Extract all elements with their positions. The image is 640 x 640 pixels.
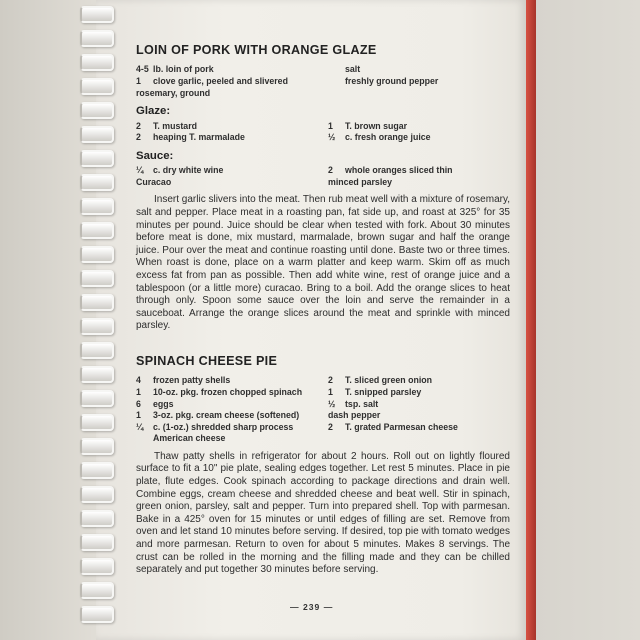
binding-ring <box>80 486 114 503</box>
binding-ring <box>80 582 114 599</box>
ingredient-item <box>328 177 510 189</box>
binding-ring <box>80 366 114 383</box>
page-number: — 239 — <box>290 602 334 612</box>
binding-ring <box>80 126 114 143</box>
binding-ring <box>80 78 114 95</box>
ingredient-item <box>136 399 318 411</box>
ingredient-qty: 2 <box>136 120 141 131</box>
binding-ring <box>80 342 114 359</box>
ingredient-item <box>136 433 318 445</box>
ingredient-text: American cheese <box>153 433 226 444</box>
binding-ring <box>80 6 114 23</box>
ingredient-qty: 2 <box>136 132 141 143</box>
ingredient-qty: 1 <box>328 120 333 131</box>
binding-ring <box>80 510 114 527</box>
ingredient-qty: 2 <box>328 165 333 176</box>
binding-ring <box>80 390 114 407</box>
section-heading: Sauce: <box>136 149 174 162</box>
ingredient-text: rosemary, ground <box>136 87 211 98</box>
ingredient-list <box>136 165 510 188</box>
ingredient-qty: 4 <box>136 375 141 386</box>
binding-ring <box>80 294 114 311</box>
ingredient-item <box>136 121 318 133</box>
binding-ring <box>80 318 114 335</box>
ingredient-item <box>136 132 318 144</box>
ingredient-item <box>136 76 318 88</box>
ingredient-qty: 6 <box>136 398 141 409</box>
ingredient-qty: ½ <box>328 398 336 409</box>
ingredient-text: salt <box>345 64 361 75</box>
ingredient-text: T. mustard <box>153 120 197 131</box>
ingredient-qty: ¼ <box>136 421 144 432</box>
ingredient-item <box>328 64 510 76</box>
ingredient-qty: 1 <box>328 386 333 397</box>
ingredient-text: T. sliced green onion <box>345 375 433 386</box>
ingredient-text: whole oranges sliced thin <box>345 165 453 176</box>
ingredient-text: eggs <box>153 398 174 409</box>
ingredient-item <box>328 387 510 399</box>
ingredient-text: heaping T. marmalade <box>153 132 245 143</box>
ingredient-qty <box>328 64 345 76</box>
ingredient-item <box>136 387 318 399</box>
ingredient-qty: ¼ <box>136 165 144 176</box>
ingredient-qty: 1 <box>136 76 141 86</box>
binding-ring <box>80 222 114 239</box>
ingredient-item <box>136 410 318 422</box>
binding-ring <box>80 30 114 47</box>
ingredient-text: 3-oz. pkg. cream cheese (softened) <box>153 410 300 421</box>
ingredient-list <box>136 375 510 445</box>
page-text <box>112 44 510 577</box>
binding-ring <box>80 414 114 431</box>
ingredient-text: tsp. salt <box>345 398 379 409</box>
ingredient-text: minced parsley <box>328 176 393 187</box>
ingredient-item <box>136 88 318 100</box>
ingredient-item <box>328 433 510 445</box>
ingredient-item <box>328 399 510 411</box>
ingredient-text: T. snipped parsley <box>345 386 422 397</box>
binding-ring <box>80 102 114 119</box>
binding-ring <box>80 174 114 191</box>
ingredient-item <box>328 375 510 387</box>
ingredient-qty: 1 <box>136 386 141 397</box>
ingredient-qty: 2 <box>328 375 333 386</box>
ingredient-text: frozen patty shells <box>153 375 231 386</box>
ingredient-text: clove garlic, peeled and slivered <box>153 76 288 86</box>
binding-ring <box>80 54 114 71</box>
ingredient-item <box>328 132 510 144</box>
binding-ring <box>80 270 114 287</box>
ingredient-item <box>136 422 318 434</box>
ingredient-text: lb. loin of pork <box>153 64 214 75</box>
ingredient-text: dash pepper <box>328 410 381 421</box>
binding-ring <box>80 606 114 623</box>
ingredient-text: T. grated Parmesan cheese <box>345 421 458 432</box>
ingredient-item <box>136 64 318 76</box>
recipe-title: SPINACH CHEESE PIE <box>136 353 278 368</box>
ingredient-text: freshly ground pepper <box>345 76 439 86</box>
binding-ring <box>80 246 114 263</box>
ingredient-item <box>136 165 318 177</box>
ingredient-item <box>328 76 510 88</box>
ingredient-list <box>136 64 510 99</box>
ingredient-item <box>328 165 510 177</box>
section-heading: Glaze: <box>136 105 171 118</box>
ingredient-text: Curacao <box>136 176 172 187</box>
ingredient-text: c. dry white wine <box>153 165 224 176</box>
ingredient-text: c. (1-oz.) shredded sharp process <box>153 421 294 432</box>
ingredient-qty: 4-5 <box>136 64 149 75</box>
background-surface <box>536 0 640 640</box>
ingredient-item <box>328 422 510 434</box>
ingredient-qty: 1 <box>136 410 141 421</box>
recipe-directions: Thaw patty shells in refrigerator for about 2 hours. Roll out on lightly floured surface to fit a 10" pie plate, sealing edges together. Let rest 5 minutes. Place in pie plate, flute edges. Cook spinach according to package directions and drain well. Combine eggs, cream cheese and shredded cheese and beat well. Stir in spinach, green onion, parsley, salt and pepper. Turn into prepared shell. Top with parmesan. Bake in a 425° oven for 15 minutes or until edges of filling are set. Remove from oven and let stand 10 minutes before serving. If desired, top pie with tomato wedges and more parmesan. Return to oven for about 5 minutes. Makes 8 servings. The crust can be rolled in the morning and the filling made and they can be chilled separately and put together 30 minutes before serving. <box>136 450 510 576</box>
ingredient-qty <box>328 76 345 88</box>
ingredient-item <box>328 410 510 422</box>
recipe-directions: Insert garlic slivers into the meat. Then rub meat well with a mixture of rosemary, salt and pepper. Place meat in a roasting pan, fat side up, and roast at 325° for 35 minutes per pound. Juice should be clear when tested with fork. About 30 minutes before meat is done, mix mustard, marmalade, brown sugar and half the orange juice. Pour over the meat and continue roasting until done. Baste two or three times. When roast is done, place on a warm platter and keep warm. Skim off as much excess fat from pan as possible. Then add white wine, rest of orange juice and a tablespoon (or a little more) curacao. Bring to a boil. Add the orange slices to heat through only. Spoon some sauce over the loin and serve the remainder in a sauceboat. Arrange the orange slices around the meat and sprinkle with minced parsley. <box>136 194 510 332</box>
binding-ring <box>80 558 114 575</box>
binding-ring <box>80 534 114 551</box>
ingredient-item <box>136 375 318 387</box>
ingredient-list <box>136 121 510 144</box>
ingredient-item <box>328 88 510 100</box>
ingredient-text: T. brown sugar <box>345 120 408 131</box>
ingredient-text: c. fresh orange juice <box>345 132 431 143</box>
ingredient-qty: ½ <box>328 132 336 143</box>
ingredient-item <box>328 121 510 133</box>
binding-ring <box>80 198 114 215</box>
binding-ring <box>80 150 114 167</box>
binding-ring <box>80 462 114 479</box>
recipe-title: LOIN OF PORK WITH ORANGE GLAZE <box>136 43 377 57</box>
ingredient-text: 10-oz. pkg. frozen chopped spinach <box>153 386 303 397</box>
ingredient-item <box>136 177 318 189</box>
ingredient-qty: 2 <box>328 421 333 432</box>
binding-ring <box>80 438 114 455</box>
